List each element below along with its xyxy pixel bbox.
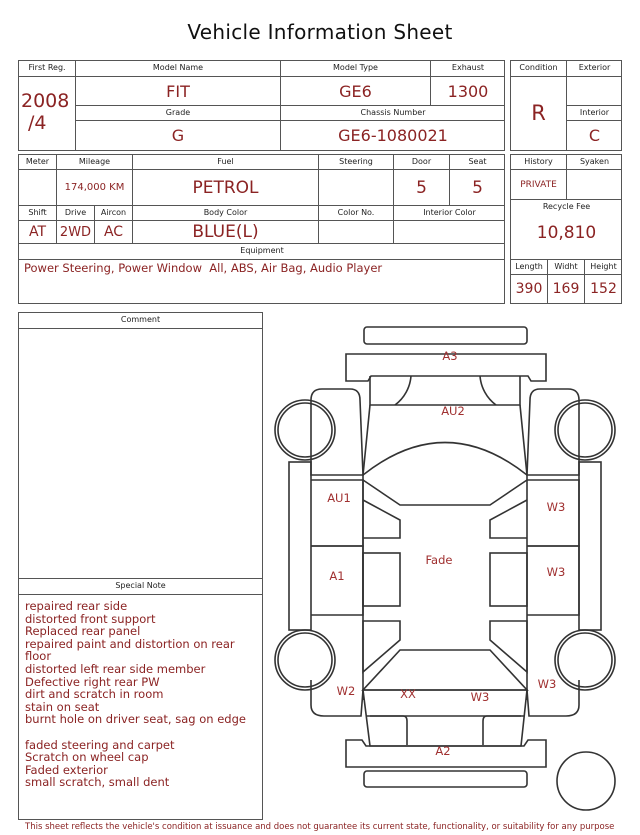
special-note-item: Scratch on wheel cap xyxy=(25,750,149,765)
front-wheel-left xyxy=(275,400,335,460)
special-note-item: faded steering and carpet xyxy=(25,737,175,752)
meter-value xyxy=(19,170,57,206)
windshield xyxy=(363,443,527,476)
mark-xx: XX xyxy=(400,687,416,701)
mark-w3-right-front: W3 xyxy=(546,500,566,514)
special-note-item: Faded exterior xyxy=(25,762,108,777)
special-note-item: Defective right rear PW xyxy=(25,674,160,689)
fuel-label: Fuel xyxy=(133,155,319,170)
special-note-label: Special Note xyxy=(19,579,262,595)
right-quarter-window xyxy=(490,621,527,672)
front-wheel-right-inner xyxy=(558,403,612,457)
width-value: 169 xyxy=(548,275,585,304)
mark-a1: A1 xyxy=(329,569,345,583)
grade-label: Grade xyxy=(76,106,281,121)
first-reg-month: /4 xyxy=(28,112,47,134)
chassis-value: GE6-1080021 xyxy=(338,126,448,145)
mark-w3-right-rear: W3 xyxy=(537,677,557,691)
mark-w2: W2 xyxy=(336,684,356,698)
right-rear-window xyxy=(490,553,527,606)
special-note-item: floor xyxy=(25,649,52,664)
equipment-value: Power Steering, Power Window All, ABS, Air Bag, Audio Player xyxy=(24,261,383,275)
model-name-value: FIT xyxy=(76,77,281,106)
seat-label: Seat xyxy=(450,155,505,170)
height-value: 152 xyxy=(590,281,617,297)
front-wheel-right xyxy=(555,400,615,460)
interior-value: C xyxy=(588,126,601,145)
mark-au2: AU2 xyxy=(441,404,465,418)
door-label: Door xyxy=(394,155,450,170)
aircon-label: Aircon xyxy=(95,206,133,221)
details-table xyxy=(18,154,505,304)
condition-table xyxy=(510,60,622,151)
special-note-item: small scratch, small dent xyxy=(25,775,170,790)
headlight-left xyxy=(395,376,411,405)
hood xyxy=(370,376,520,405)
special-note-item: burnt hole on driver seat, sag on edge xyxy=(25,712,246,727)
left-quarter-window xyxy=(363,621,400,672)
recycle-fee-label: Recycle Fee xyxy=(542,202,591,211)
car-damage-diagram xyxy=(270,320,632,820)
headlight-right xyxy=(480,376,496,405)
trunk xyxy=(363,690,527,746)
exhaust-value: 1300 xyxy=(431,77,505,106)
model-type-label: Model Type xyxy=(281,61,431,77)
mileage-label: Mileage xyxy=(57,155,133,170)
fuel-value: PETROL xyxy=(133,170,319,206)
left-front-window xyxy=(363,500,400,538)
steering-value xyxy=(319,170,394,206)
first-reg-label: First Reg. xyxy=(19,61,76,77)
left-body-line xyxy=(363,475,527,700)
chassis-label: Chassis Number xyxy=(281,106,505,121)
rear-wheel-left-inner xyxy=(278,633,332,687)
drive-value: 2WD xyxy=(57,221,95,244)
meter-label: Meter xyxy=(19,155,57,170)
front-fender-right xyxy=(527,389,579,475)
condition-label: Condition xyxy=(511,61,567,77)
color-no-label: Color No. xyxy=(319,206,394,221)
length-label: Length xyxy=(511,260,548,275)
right-front-window xyxy=(490,500,527,538)
special-note-item: Replaced rear panel xyxy=(25,624,141,639)
shift-label: Shift xyxy=(19,206,57,221)
equipment-label: Equipment xyxy=(19,244,505,260)
front-wheel-left-inner xyxy=(278,403,332,457)
exterior-label: Exterior xyxy=(567,61,622,77)
first-reg-year: 2008 xyxy=(21,90,70,112)
left-side-rail xyxy=(289,462,311,630)
special-note-item: dirt and scratch in room xyxy=(25,687,164,702)
rear-wheel-right xyxy=(555,630,615,690)
left-rear-window xyxy=(363,553,400,606)
tail-light-left xyxy=(370,716,407,745)
special-notes-list xyxy=(25,600,246,789)
page-title: Vehicle Information Sheet xyxy=(187,20,453,44)
history-label: History xyxy=(511,155,567,170)
interior-color-label: Interior Color xyxy=(394,206,505,221)
rear-wheel-right-inner xyxy=(558,633,612,687)
mark-w3-right-mid: W3 xyxy=(546,565,566,579)
comment-area xyxy=(19,329,262,579)
history-value: PRIVATE xyxy=(511,170,567,200)
recycle-fee-value: 10,810 xyxy=(536,223,597,243)
drive-label: Drive xyxy=(57,206,95,221)
seat-value: 5 xyxy=(450,170,505,206)
comment-label: Comment xyxy=(19,313,262,329)
disclaimer-footer: This sheet reflects the vehicle's condition at issuance and does not guarantee its current state, functionality, or suitability for any purpose xyxy=(25,822,615,832)
steering-label: Steering xyxy=(319,155,394,170)
special-note-item: distorted left rear side member xyxy=(25,661,206,676)
width-label: Widht xyxy=(548,260,585,275)
grade-value: G xyxy=(76,121,281,151)
model-type-value: GE6 xyxy=(281,77,431,106)
front-bumper-outer xyxy=(364,327,527,344)
syaken-label: Syaken xyxy=(567,155,622,170)
special-note-item: stain on seat xyxy=(25,699,100,714)
rear-window xyxy=(363,650,527,690)
condition-value: R xyxy=(511,77,567,151)
special-note-item: repaired paint and distortion on rear xyxy=(25,636,235,651)
interior-color-value xyxy=(394,221,505,244)
special-note-item: distorted front support xyxy=(25,611,156,626)
side-table xyxy=(510,154,622,304)
shift-value: AT xyxy=(19,221,57,244)
mark-fade: Fade xyxy=(425,553,453,567)
exterior-value xyxy=(567,77,622,106)
length-value: 390 xyxy=(511,275,548,304)
special-note-item: repaired rear side xyxy=(25,599,128,613)
door-value: 5 xyxy=(394,170,450,206)
exhaust-label: Exhaust xyxy=(431,61,505,77)
color-no-value xyxy=(319,221,394,244)
roof-front xyxy=(363,480,527,505)
mileage-value: 174,000 KM xyxy=(57,170,133,206)
notes-box xyxy=(18,312,263,820)
special-note-item xyxy=(25,726,246,739)
tail-light-right xyxy=(483,716,521,745)
right-rear-door xyxy=(527,546,579,615)
right-side-rail xyxy=(579,462,601,630)
aircon-value: AC xyxy=(95,221,133,244)
body-color-label: Body Color xyxy=(133,206,319,221)
front-fender-left xyxy=(311,389,363,475)
rear-bumper-outer xyxy=(364,771,527,787)
spare-tire xyxy=(557,752,615,810)
first-reg-cell xyxy=(19,77,76,151)
mark-au1: AU1 xyxy=(327,491,351,505)
mark-w3-rear: W3 xyxy=(470,690,490,704)
height-label: Height xyxy=(585,260,622,275)
left-front-door xyxy=(311,480,363,546)
vehicle-header-table xyxy=(18,60,505,151)
recycle-fee-cell xyxy=(511,200,622,260)
mark-a3: A3 xyxy=(442,349,458,363)
mark-a2: A2 xyxy=(435,744,451,758)
body-color-value: BLUE(L) xyxy=(133,221,319,244)
model-name-label: Model Name xyxy=(76,61,281,77)
syaken-value xyxy=(567,170,622,200)
interior-label: Interior xyxy=(567,106,622,121)
rear-wheel-left xyxy=(275,630,335,690)
